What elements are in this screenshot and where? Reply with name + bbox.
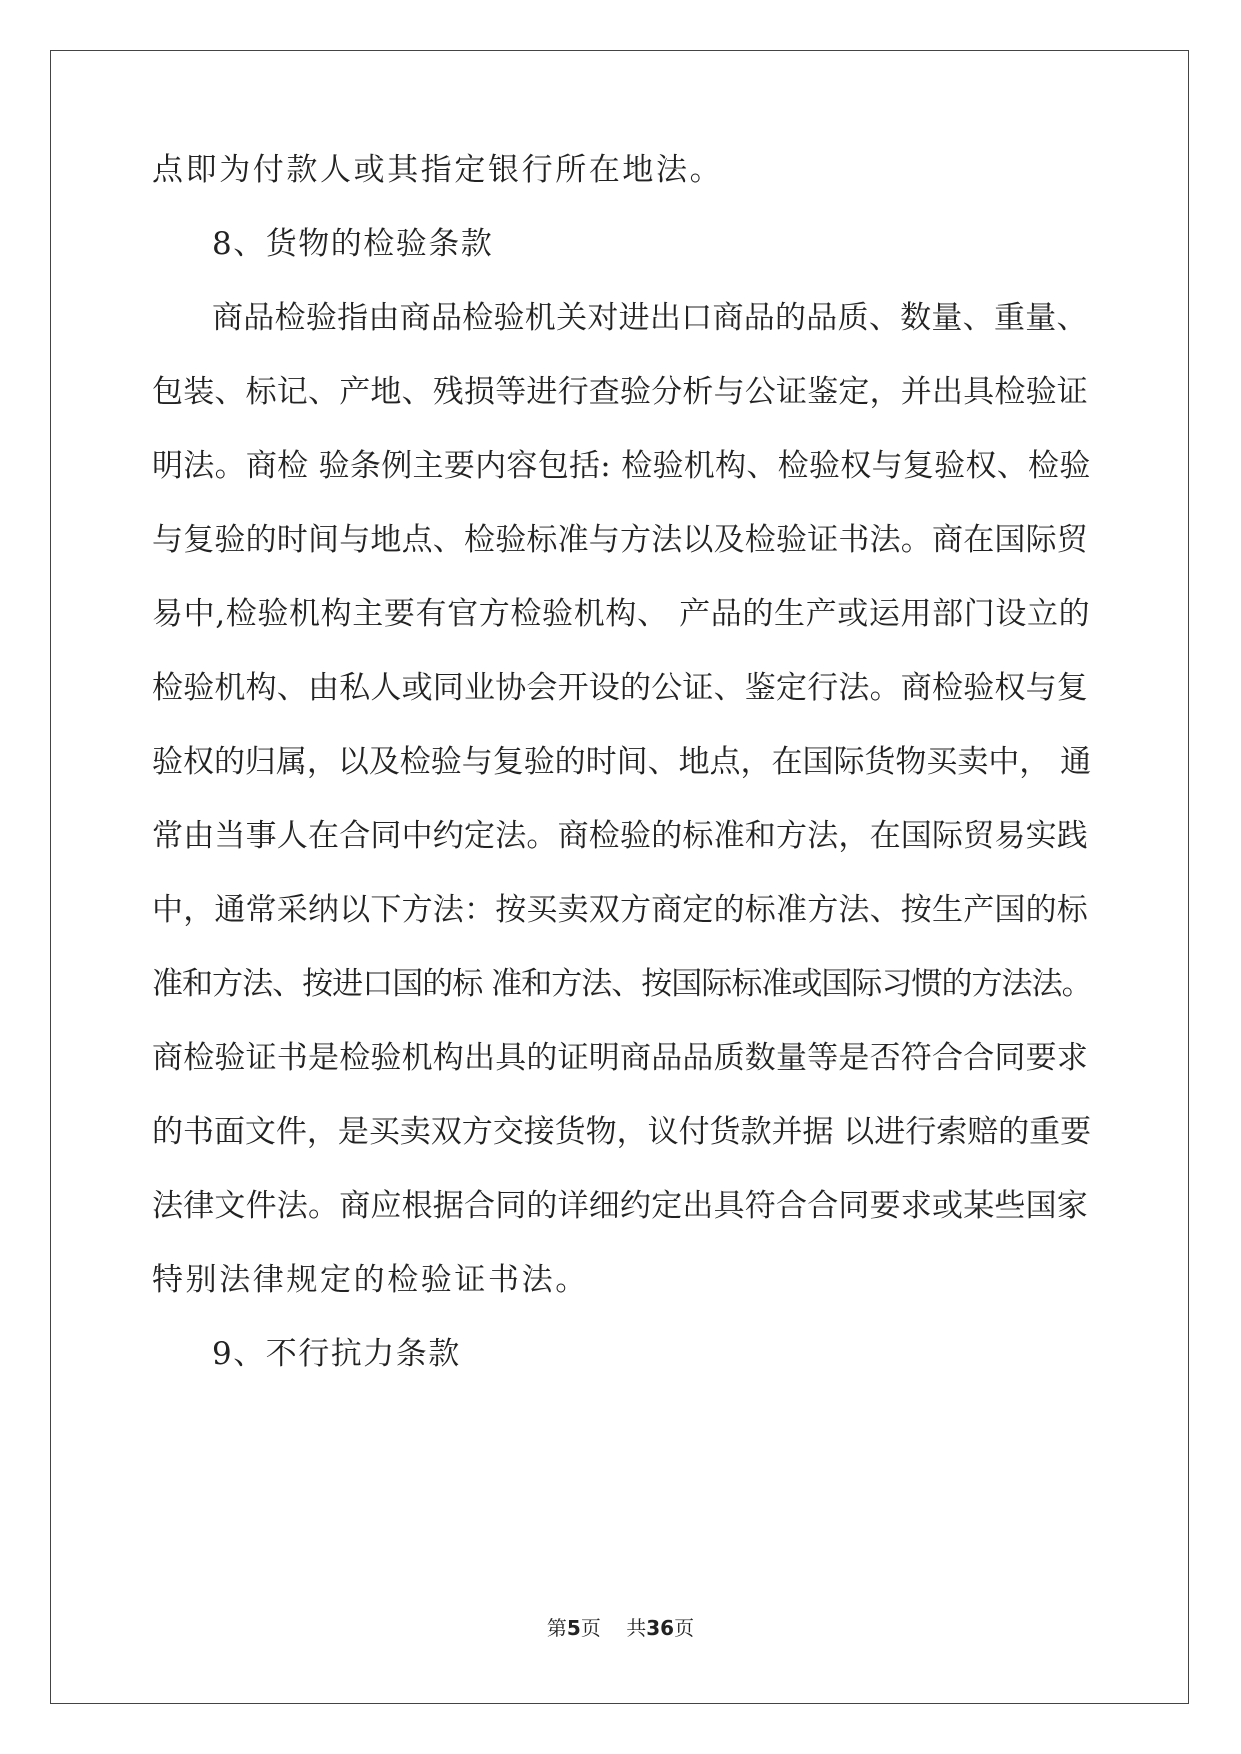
body-line-10: 常由当事人在合同中约定法。商检验的标准和方法，在国际贸易实践 [152, 818, 1088, 854]
body-line-1: 点即为付款人或其指定银行所在地法。 [152, 152, 724, 188]
body-line-3: 商品检验指由商品检验机关对进出口商品的品质、数量、重量、 [212, 300, 1088, 336]
page-number: 5 [566, 1616, 581, 1640]
body-line-5: 明法。商检 验条例主要内容包括: 检验机构、检验权与复验权、检验 [152, 448, 1091, 484]
page-suffix: 页 [580, 1616, 601, 1640]
page-prefix: 第 [546, 1616, 567, 1640]
body-line-6: 与复验的时间与地点、检验标准与方法以及检验证书法。商在国际贸 [152, 522, 1088, 558]
body-line-14: 的书面文件，是买卖双方交接货物，议付货款并据 以进行索赔的重要 [152, 1114, 1092, 1150]
body-line-8: 检验机构、由私人或同业协会开设的公证、鉴定行法。商检验权与复 [152, 670, 1088, 706]
body-line-9: 验权的归属，以及检验与复验的时间、地点，在国际货物买卖中， 通 [152, 744, 1092, 780]
body-line-16: 特别法律规定的检验证书法。 [152, 1262, 589, 1298]
total-pages: 36 [646, 1616, 675, 1640]
total-suffix: 页 [674, 1616, 695, 1640]
body-line-11: 中，通常采纳以下方法：按买卖双方商定的标准方法、按生产国的标 [152, 892, 1088, 928]
body-line-4: 包装、标记、产地、残损等进行查验分析与公证鉴定，并出具检验证 [152, 374, 1088, 410]
body-line-7: 易中,检验机构主要有官方检验机构、 产品的生产或运用部门设立的 [152, 596, 1091, 632]
body-line-13: 商检验证书是检验机构出具的证明商品品质数量等是否符合合同要求 [152, 1040, 1088, 1076]
total-prefix: 共 [626, 1616, 647, 1640]
body-line-12: 准和方法、按进口国的标 准和方法、按国际标准或国际习惯的方法法。 [152, 966, 1092, 1002]
section-heading-8: 8、货物的检验条款 [212, 226, 494, 262]
section-heading-9: 9、不行抗力条款 [212, 1336, 461, 1372]
page-footer [0, 1612, 1241, 1641]
body-line-15: 法律文件法。商应根据合同的详细约定出具符合合同要求或某些国家 [152, 1188, 1088, 1224]
